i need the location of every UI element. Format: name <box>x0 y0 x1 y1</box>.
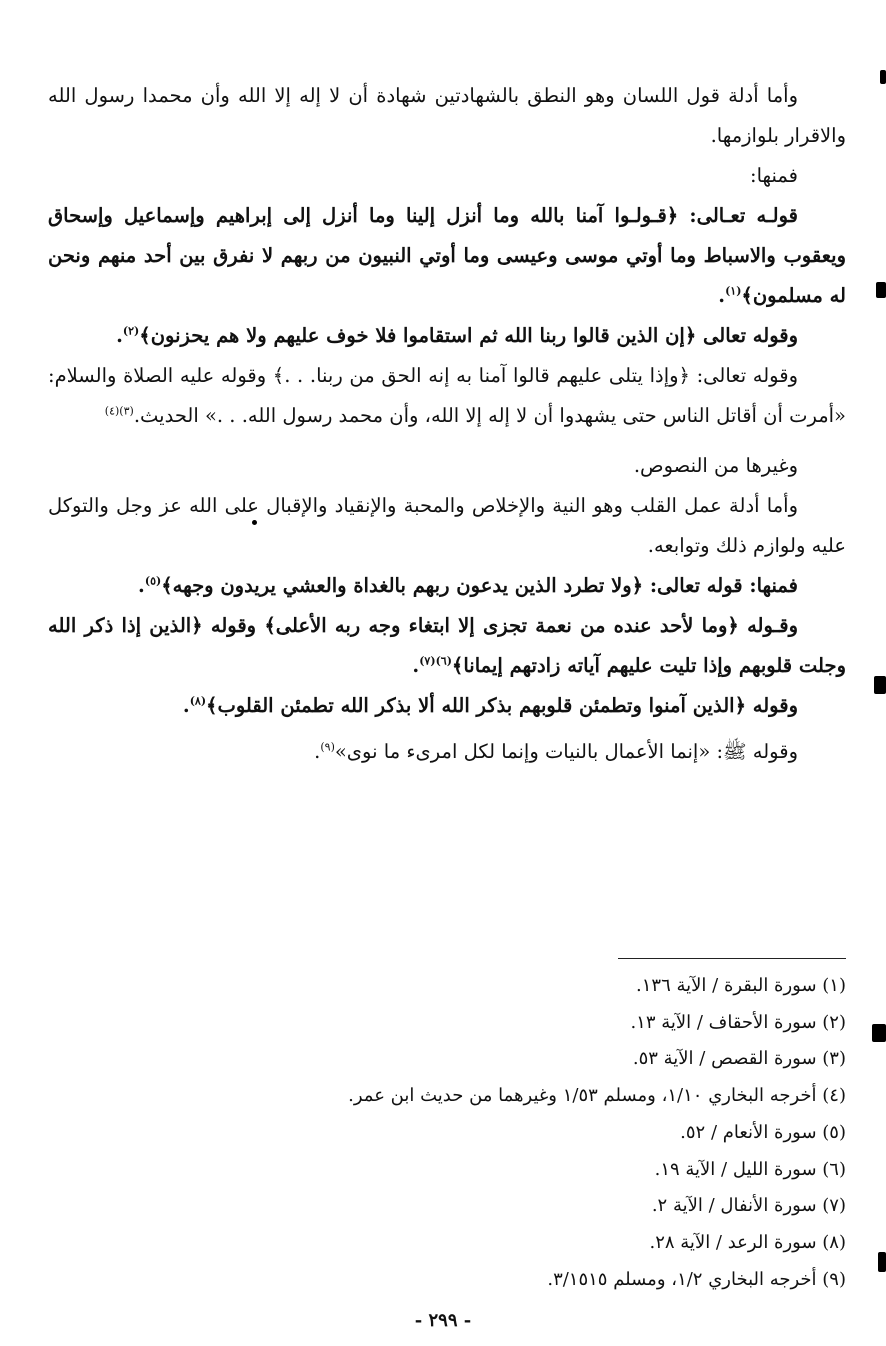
main-text <box>48 76 846 772</box>
footnote: (٧) سورة الأنفال / الآية ٢. <box>651 1195 846 1217</box>
paragraph: فمنها: قوله تعالى: ﴿ولا تطرد الذين يدعون ربهم بالغداة والعشي يريدون وجهه﴾$^{(٥)}$. <box>138 574 798 597</box>
footnote: (٩) أخرجه البخاري ١/٢، ومسلم ٣/١٥١٥. <box>547 1268 846 1290</box>
paragraph: وقوله تعالى: ﴿وإذا يتلى عليهم قالوا آمنا به إنه الحق من ربنا. . .﴾ وقوله عليه الصلاة والسلام: «أمرت أن أقاتل الناس حتى يشهدوا أن لا إله إلا الله، وأن محمد رسول الله. . .» الحديث.$^{(٣)(٤)}$ <box>48 364 846 427</box>
scan-mark <box>880 70 886 84</box>
paragraph: وأما أدلة قول اللسان وهو النطق بالشهادتين شهادة أن لا إله إلا الله وأن محمدا رسول الله والاقرار بلوازمها. <box>48 84 846 147</box>
scan-mark <box>872 1024 886 1042</box>
paragraph: قولـه تعـالى: ﴿قـولـوا آمنا بالله وما أنزل إلينا وما أنزل إلى إبراهيم وإسماعيل وإسحاق ويعقوب والاسباط وما أوتي موسى وعيسى وما أوتي النبيون من ربهم لا نفرق بين أحد منهم ونحن له مسلمون﴾$^{(١)}$. <box>48 204 846 307</box>
footnote-ref[interactable]: (٣) <box>119 404 134 418</box>
footnote-ref[interactable]: (٢) <box>122 324 140 338</box>
scan-mark <box>874 676 886 694</box>
scan-mark <box>876 282 886 298</box>
footnote-ref[interactable]: (٩) <box>320 740 335 754</box>
footnote: (١) سورة البقرة / الآية ١٣٦. <box>636 975 846 996</box>
footnote: (٣) سورة القصص / الآية ٥٣. <box>632 1048 846 1070</box>
paragraph: وقوله ﴿الذين آمنوا وتطمئن قلوبهم بذكر الله ألا بذكر الله تطمئن القلوب﴾$^{(٨)}$. <box>182 694 798 717</box>
footnote-separator <box>618 958 846 959</box>
footnote-ref[interactable]: (١) <box>725 284 742 298</box>
footnote: (٤) أخرجه البخاري ١/١٠، ومسلم ١/٥٣ وغيرهما من حديث ابن عمر. <box>348 1085 846 1107</box>
paragraph: وقوله ﷺ: «إنما الأعمال بالنيات وإنما لكل امرىء ما نوى»$^{(٩)}$. <box>314 740 798 763</box>
footnote-ref[interactable]: (٧) <box>419 654 436 668</box>
paragraph: وغيرها من النصوص. <box>633 454 798 477</box>
footnote-ref[interactable]: (٦) <box>435 654 452 668</box>
footnote-ref[interactable]: (٤) <box>104 404 120 418</box>
page-number: - ٢٩٩ - <box>414 1310 472 1331</box>
footnote-ref[interactable]: (٨) <box>189 694 207 708</box>
footnote: (٨) سورة الرعد / الآية ٢٨. <box>649 1231 846 1253</box>
footnote: (٢) سورة الأحقاف / الآية ١٣. <box>630 1011 846 1033</box>
paragraph: وقـوله ﴿وما لأحد عنده من نعمة تجزى إلا ابتغاء وجه ربه الأعلى﴾ وقوله ﴿الذين إذا ذكر الله وجلت قلوبهم وإذا تليت عليهم آياته زادتهم إيمانا﴾$^{(٦)(٧)}$. <box>48 614 846 677</box>
paragraph: وقوله تعالى ﴿إن الذين قالوا ربنا الله ثم استقاموا فلا خوف عليهم ولا هم يحزنون﴾$^{(٢)}$. <box>116 324 798 347</box>
footnote: (٦) سورة الليل / الآية ١٩. <box>654 1158 846 1180</box>
footnotes <box>48 968 846 1298</box>
footnote: (٥) سورة الأنعام / ٥٢. <box>680 1121 846 1143</box>
paragraph: وأما أدلة عمل القلب وهو النية والإخلاص والمحبة والإنقياد والإقبال على الله عز وجل والتوكل عليه ولوازم ذلك وتوابعه. <box>48 494 846 557</box>
footnote-ref[interactable]: (٥) <box>144 574 162 588</box>
scan-mark <box>878 1252 886 1272</box>
scan-dot <box>252 520 257 525</box>
paragraph: فمنها: <box>750 164 798 187</box>
